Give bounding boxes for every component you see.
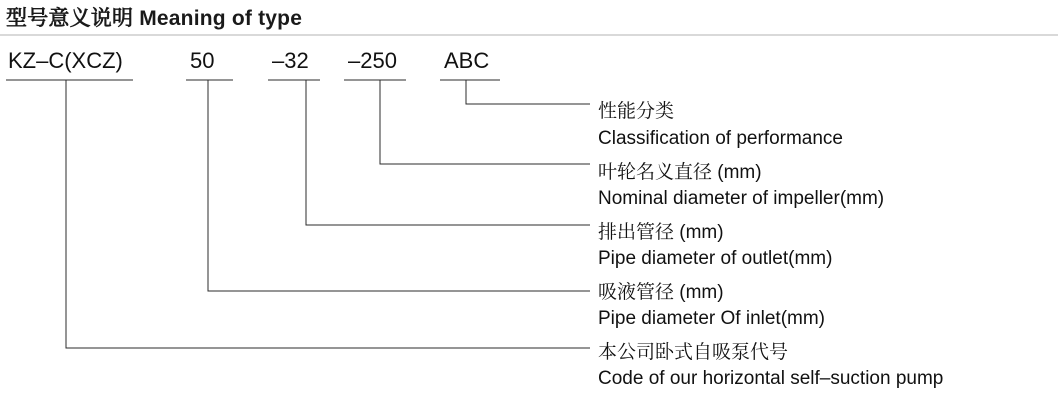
description-cn-impeller: 叶轮名义直径 (mm)	[598, 162, 762, 183]
code-token-outlet: –32	[272, 48, 309, 73]
code-token-performance: ABC	[444, 48, 490, 73]
description-en-impeller: Nominal diameter of impeller(mm)	[598, 188, 885, 209]
description-en-model: Code of our horizontal self–suction pump	[598, 368, 944, 389]
page-title: 型号意义说明 Meaning of type	[6, 7, 303, 30]
description-cn-performance: 性能分类	[598, 101, 675, 122]
description-cn-inlet: 吸液管径 (mm)	[598, 282, 724, 303]
description-cn-model: 本公司卧式自吸泵代号	[598, 342, 789, 363]
code-token-inlet: 50	[190, 48, 215, 73]
description-cn-outlet: 排出管径 (mm)	[598, 222, 724, 243]
code-token-impeller: –250	[348, 48, 397, 73]
description-en-outlet: Pipe diameter of outlet(mm)	[598, 248, 833, 269]
description-en-inlet: Pipe diameter Of inlet(mm)	[598, 308, 826, 329]
header-divider	[0, 34, 1058, 36]
code-token-model: KZ–C(XCZ)	[8, 48, 123, 73]
description-en-performance: Classification of performance	[598, 128, 843, 149]
